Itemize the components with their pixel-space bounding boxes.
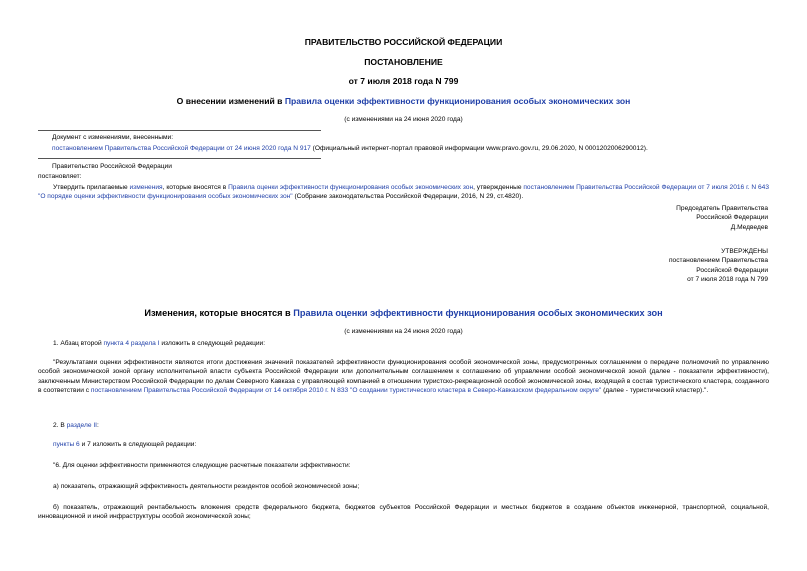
preamble-line1: Правительство Российской Федерации — [52, 163, 172, 170]
resolution-paragraph — [38, 183, 769, 202]
signature-line: Российской Федерации — [696, 214, 768, 222]
point-4-section-1-link[interactable]: пункта 4 раздела I — [103, 340, 160, 347]
item-text: 2. В — [53, 422, 67, 429]
item-text: и 7 изложить в следующей редакции: — [79, 441, 197, 448]
point-b: б) показатель, отражающий рентабельность вложения средств федерального бюджета, бюджетов субъектов Российской Федерации и местных бюджетов в создание объектов инженерной, транспортной, социальной, инновационной и иной инфраструктуры особой экономической зоны; — [38, 504, 769, 521]
approved-line: постановлением Правительства — [668, 257, 768, 265]
signature-block — [676, 204, 768, 232]
approved-line: УТВЕРЖДЕНЫ — [721, 248, 768, 255]
amendment-source: (Официальный интернет-портал правовой информации www.pravo.gov.ru, 29.06.2020, N 0001202006290012). — [310, 145, 648, 152]
item-text: 1. Абзац второй — [53, 340, 104, 347]
changes-title-prefix: Изменения, которые вносятся в — [144, 308, 294, 318]
divider — [38, 130, 321, 131]
points-6-link[interactable]: пункты 6 — [53, 441, 80, 448]
revision-note: (с изменениями на 24 июня 2020 года) — [344, 116, 463, 123]
document-title — [0, 95, 807, 107]
paragraph-text: Утвердить прилагаемые — [53, 184, 130, 191]
approved-line: Российской Федерации — [696, 266, 768, 274]
changes-title — [0, 307, 807, 320]
doc-type-heading: ПОСТАНОВЛЕНИЕ — [364, 57, 443, 67]
item-1 — [53, 339, 265, 348]
points-instruction — [53, 440, 196, 449]
government-heading: ПРАВИТЕЛЬСТВО РОССИЙСКОЙ ФЕДЕРАЦИИ — [304, 37, 503, 47]
changes-rules-link[interactable]: Правила оценки эффективности функционирования особых экономических зон — [293, 308, 663, 318]
divider — [38, 158, 321, 159]
changes-label: Документ с изменениями, внесенными: — [52, 134, 174, 141]
point-a: а) показатель, отражающий эффективность деятельности резидентов особой экономической зоны; — [53, 483, 360, 490]
changes-note — [52, 144, 772, 153]
signature-line: Председатель Правительства — [676, 205, 768, 212]
changes-revision: (с изменениями на 24 июня 2020 года) — [344, 328, 463, 335]
section-2-link[interactable]: разделе II — [66, 422, 98, 429]
signature-name: Д.Медведев — [730, 223, 768, 231]
point-6: "6. Для оценки эффективности применяются следующие расчетные показатели эффективности: — [53, 462, 351, 469]
rules-link[interactable]: Правила оценки эффективности функционирования особых экономических зон — [228, 184, 474, 191]
paragraph-text: , которые вносятся в — [162, 184, 229, 191]
resolution-643-link[interactable]: постановлением Правительства Российской Федерации от 7 июля 2016 г. N 643 "О порядке оценки эффективности функционирования особых экономических зон" — [38, 184, 769, 201]
date-number-heading: от 7 июля 2018 года N 799 — [348, 76, 459, 86]
changes-link[interactable]: изменения — [129, 184, 163, 191]
approved-line: от 7 июля 2018 года N 799 — [687, 276, 768, 284]
preamble-line2: постановляет: — [38, 173, 82, 180]
paragraph-text: , утвержденные — [473, 184, 524, 191]
approved-block — [669, 247, 768, 284]
paragraph-text: (Собрание законодательства Российской Федерации, 2016, N 29, ст.4820). — [292, 193, 524, 201]
quoted-paragraph — [38, 358, 769, 395]
item-text: изложить в следующей редакции: — [159, 340, 266, 347]
quote-text: (далее - туристический кластер).". — [601, 387, 709, 395]
rules-title-link[interactable]: Правила оценки эффективности функционирования особых экономических зон — [284, 96, 631, 106]
item-text: : — [97, 422, 99, 429]
title-prefix: О внесении изменений в — [176, 96, 285, 106]
amendment-link[interactable]: постановлением Правительства Российской Федерации от 24 июня 2020 года N 917 — [52, 145, 311, 152]
item-2 — [53, 421, 99, 430]
quote-text: "Результатами оценки эффективности являются итоги достижения значений показателей эффективности функционирования особой экономической зоны, предусмотренных соглашением о передаче полномочий по управлению особой экономической зоной органу исполнительной власти субъекта Российской Федерации или дополнительным соглашением к соглашению об управлении особой экономической зоной (далее - показатели эффективности), заключенным Министерством Российской Федерации по делам Северного Кавказа с управляющей компанией в отношении туристско-рекреационной особой экономической зоны, входящей в состав туристического кластера, созданного в соответствии с — [38, 359, 769, 395]
resolution-833-link[interactable]: постановлением Правительства Российской Федерации от 14 октября 2010 г. N 833 "О создании туристического кластера в Северо-Кавказском федеральном округе" — [90, 387, 602, 395]
